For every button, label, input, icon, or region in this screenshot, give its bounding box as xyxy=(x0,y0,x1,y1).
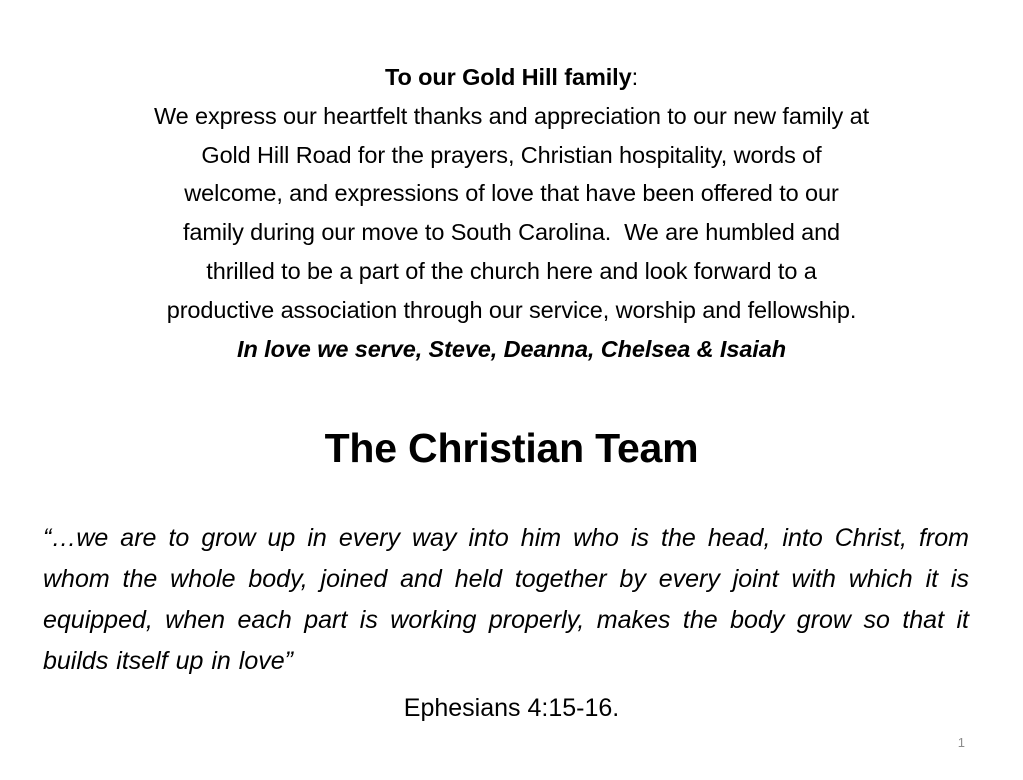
letter-signature: In love we serve, Steve, Deanna, Chelsea & Isaiah xyxy=(237,335,786,362)
letter-line: Gold Hill Road for the prayers, Christian hospitality, words of xyxy=(201,141,822,168)
letter-greeting: To our Gold Hill family xyxy=(384,64,632,90)
letter-greeting-colon: : xyxy=(631,64,639,90)
scripture-quote: “…we are to grow up in every way into him who is the head, into Christ, from whom the whole body, joined and held together by every joint with which it is equipped, when each part is working properly, makes the body grow so that it builds itself up in love” xyxy=(43,524,969,675)
letter-line: productive association through our service, worship and fellowship. xyxy=(166,296,857,323)
letter-greeting-line xyxy=(40,58,983,97)
scripture-reference: Ephesians 4:15-16. xyxy=(403,694,620,722)
thank-you-letter xyxy=(40,58,983,368)
slide-number: 1 xyxy=(957,735,965,750)
letter-line: family during our move to South Carolina. We are humbled and xyxy=(182,219,841,246)
page-title: The Christian Team xyxy=(324,425,699,471)
letter-line: We express our heartfelt thanks and appreciation to our new family at xyxy=(153,102,870,129)
letter-line: thrilled to be a part of the church here and look forward to a xyxy=(206,257,817,284)
letter-line: welcome, and expressions of love that have been offered to our xyxy=(184,180,839,207)
